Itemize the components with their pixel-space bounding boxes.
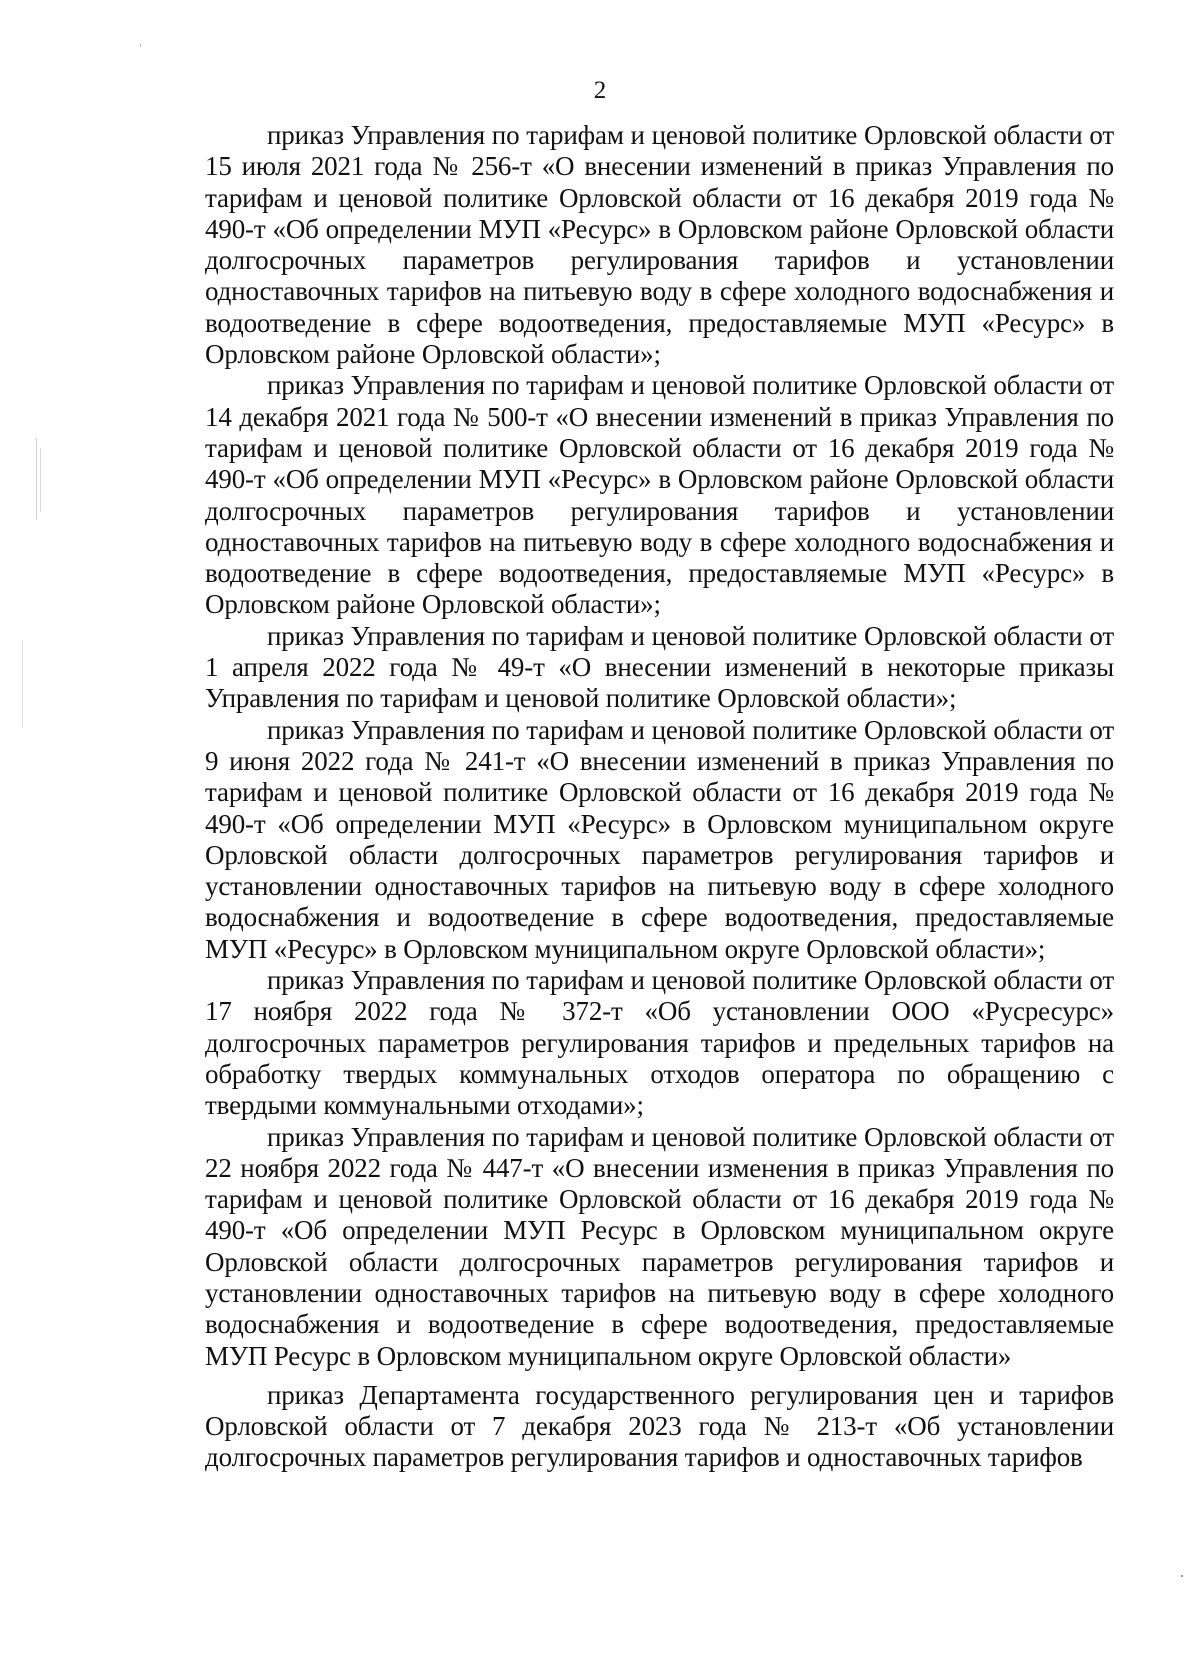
order-paragraph-256-t: приказ Управления по тарифам и ценовой политике Орловской области от 15 июля 2021 года № 256-т «О внесении изменений в приказ Управления по тарифам и ценовой политике Орловской области от 16 декабря 2019 года № 490-т «Об определении МУП «Ресурс» в Орловском районе Орловской области долгосрочных параметров регулирования тарифов и установлении одноставочных тарифов на питьевую воду в сфере холодного водоснабжения и водоотведение в сфере водоотведения, предоставляемые МУП «Ресурс» в Орловском районе Орловской области»; (205, 120, 1114, 370)
order-paragraph-500-t: приказ Управления по тарифам и ценовой политике Орловской области от 14 декабря 2021 года № 500-т «О внесении изменений в приказ Управления по тарифам и ценовой политике Орловской области от 16 декабря 2019 года № 490-т «Об определении МУП «Ресурс» в Орловском районе Орловской области долгосрочных параметров регулирования тарифов и установлении одноставочных тарифов на питьевую воду в сфере холодного водоснабжения и водоотведение в сфере водоотведения, предоставляемые МУП «Ресурс» в Орловском районе Орловской области»; (205, 370, 1114, 620)
page-number: 2 (593, 77, 607, 104)
order-paragraph-241-t: приказ Управления по тарифам и ценовой политике Орловской области от 9 июня 2022 года № 241-т «О внесении изменений в приказ Управления по тарифам и ценовой политике Орловской области от 16 декабря 2019 года № 490-т «Об определении МУП «Ресурс» в Орловском муниципальном округе Орловской области долгосрочных параметров регулирования тарифов и установлении одноставочных тарифов на питьевую воду в сфере холодного водоснабжения и водоотведение в сфере водоотведения, предоставляемые МУП «Ресурс» в Орловском муниципальном округе Орловской области»; (205, 714, 1114, 964)
order-paragraph-49-t: приказ Управления по тарифам и ценовой политике Орловской области от 1 апреля 2022 года № 49-т «О внесении изменений в некоторые приказы Управления по тарифам и ценовой политике Орловской области»; (205, 620, 1114, 714)
scan-artifact (40, 448, 41, 512)
order-paragraph-372-t: приказ Управления по тарифам и ценовой политике Орловской области от 17 ноября 2022 года № 372-т «Об установлении ООО «Русресурс» долгосрочных параметров регулирования тарифов и предельных тарифов на обработку твердых коммунальных отходов оператора по обращению с твердыми коммунальными отходами»; (205, 965, 1114, 1121)
scan-artifact (140, 44, 141, 47)
document-body (205, 120, 1114, 1474)
order-paragraph-447-t: приказ Управления по тарифам и ценовой политике Орловской области от 22 ноября 2022 года № 447-т «О внесении изменения в приказ Управления по тарифам и ценовой политике Орловской области от 16 декабря 2019 года № 490-т «Об определении МУП Ресурс в Орловском муниципальном округе Орловской области долгосрочных параметров регулирования тарифов и установлении одноставочных тарифов на питьевую воду в сфере холодного водоснабжения и водоотведение в сфере водоотведения, предоставляемые МУП Ресурс в Орловском муниципальном округе Орловской области» (205, 1121, 1114, 1371)
order-paragraph-213-t: приказ Департамента государственного регулирования цен и тарифов Орловской области от 7 декабря 2023 года № 213-т «Об установлении долгосрочных параметров регулирования тарифов и одноставочных тарифов (205, 1379, 1114, 1473)
scan-artifact (1181, 1575, 1183, 1577)
scan-artifact (36, 438, 37, 520)
scan-artifact (22, 640, 23, 728)
